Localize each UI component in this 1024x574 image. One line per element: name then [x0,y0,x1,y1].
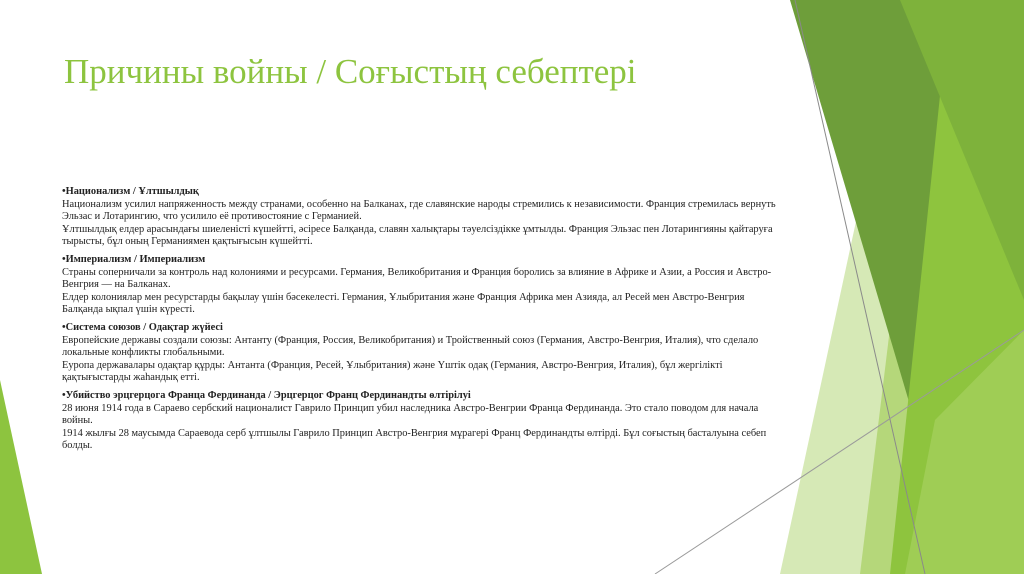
section-paragraph: Елдер колониялар мен ресурстарды бақылау үшін бәсекелесті. Германия, Ұлыбритания және Франция Африка мен Азияда, ал Ресей мен Австро-Венгрия Балқанда ықпал үшін күресті. [62,291,745,316]
section-heading: •Система союзов / Одақтар жүйесі [62,321,223,333]
section-heading: •Империализм / Империализм [62,253,206,265]
slide-title: Причины войны / Соғыстың себептері [64,52,637,91]
section-assassination [62,390,782,453]
section-paragraph: Страны соперничали за контроль над колониями и ресурсами. Германия, Великобритания и Франция боролись за влияние в Африке и Азии, а Россия и Австро-Венгрия — на Балканах. [62,266,772,291]
section-paragraph: 1914 жылғы 28 маусымда Сараеводa серб ұлтшылы Гаврило Принцип Австро-Венгрия мұрагері Франц Фердинандты өлтірді. Бұл соғыстың басталуына себеп болды. [62,427,767,452]
section-nationalism [62,186,782,249]
section-heading: •Национализм / Ұлтшылдық [62,186,199,197]
section-paragraph: Национализм усилил напряженность между странами, особенно на Балканах, где славянские народы стремились к независимости. Франция стремилась вернуть Эльзас и Лотарингию, что усилило её противостояние с Германией. [62,198,776,223]
section-paragraph: 28 июня 1914 года в Сараево сербский националист Гаврило Принцип убил наследника Австро-Венгрии Франца Фердинанда. Это стало поводом для начала войны. [62,402,759,427]
section-paragraph: Ұлтшылдық елдер арасындағы шиеленісті күшейтті, әсіресе Балқанда, славян халықтары тәуелсіздікке ұмтылды. Франция Эльзас пен Лотарингияны қайтаруға тырысты, бұл оның Германиямен қақтығысын күшейтті. [62,223,773,248]
left-green-triangle [0,380,42,574]
slide-content [62,186,782,458]
section-paragraph: Еуропа державалары одақтар құрды: Антанта (Франция, Ресей, Ұлыбритания) және Үштік одақ (Германия, Австро-Венгрия, Италия), бұл жергілікті қақтығыстарды жаһандық етті. [62,359,723,384]
section-alliances [62,322,782,385]
section-paragraph: Европейские державы создали союзы: Антанту (Франция, Россия, Великобритания) и Тройственный союз (Германия, Австро-Венгрия, Италия), что сделало локальные конфликты глобальными. [62,334,759,359]
section-heading: •Убийство эрцгерцога Франца Фердинанда / Эрцгерцог Франц Фердинандты өлтірілуі [62,389,471,401]
section-imperialism [62,254,782,317]
